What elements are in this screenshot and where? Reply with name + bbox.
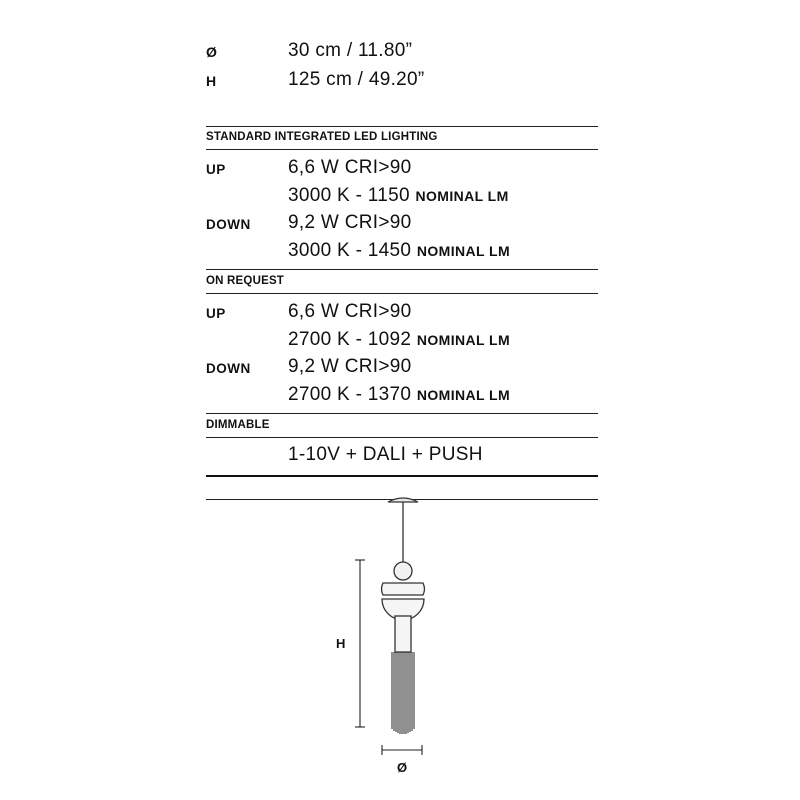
- on-request-up-power: 6,6 W CRI>90: [288, 301, 412, 322]
- lamp-sphere: [394, 562, 412, 580]
- on-request-down-label: DOWN: [206, 361, 251, 376]
- dimmable-section-title: DIMMABLE: [206, 419, 270, 431]
- diameter-symbol: Ø: [206, 44, 217, 60]
- divider: [206, 475, 598, 477]
- on-request-up-label: UP: [206, 306, 226, 321]
- height-dimension-line: [355, 560, 365, 727]
- height-label: H: [336, 636, 346, 651]
- divider: [206, 413, 598, 414]
- diameter-label: Ø: [397, 760, 408, 775]
- divider: [206, 269, 598, 270]
- on-request-down-spec: 2700 K - 1370 NOMINAL LM: [288, 384, 511, 405]
- standard-up-spec: 3000 K - 1150 NOMINAL LM: [288, 185, 509, 206]
- lamp-fringe: [392, 652, 414, 734]
- divider: [206, 293, 598, 294]
- divider: [206, 126, 598, 127]
- lamp-stem: [395, 616, 411, 652]
- standard-down-power: 9,2 W CRI>90: [288, 212, 412, 233]
- on-request-down-power: 9,2 W CRI>90: [288, 356, 412, 377]
- standard-down-spec: 3000 K - 1450 NOMINAL LM: [288, 240, 511, 261]
- height-value: 125 cm / 49.20”: [288, 69, 425, 90]
- divider: [206, 149, 598, 150]
- lamp-disc: [382, 583, 425, 595]
- on-request-section-title: ON REQUEST: [206, 275, 285, 287]
- diameter-dimension-line: [382, 745, 422, 755]
- diameter-value: 30 cm / 11.80”: [288, 40, 413, 61]
- standard-up-power: 6,6 W CRI>90: [288, 157, 412, 178]
- ceiling-canopy: [388, 498, 418, 502]
- dimmable-value: 1-10V + DALI + PUSH: [288, 444, 483, 465]
- pendant-lamp-drawing: [330, 495, 450, 785]
- on-request-up-spec: 2700 K - 1092 NOMINAL LM: [288, 329, 511, 350]
- standard-down-label: DOWN: [206, 217, 251, 232]
- standard-section-title: STANDARD INTEGRATED LED LIGHTING: [206, 131, 438, 143]
- height-symbol: H: [206, 73, 217, 89]
- divider: [206, 437, 598, 438]
- standard-up-label: UP: [206, 162, 226, 177]
